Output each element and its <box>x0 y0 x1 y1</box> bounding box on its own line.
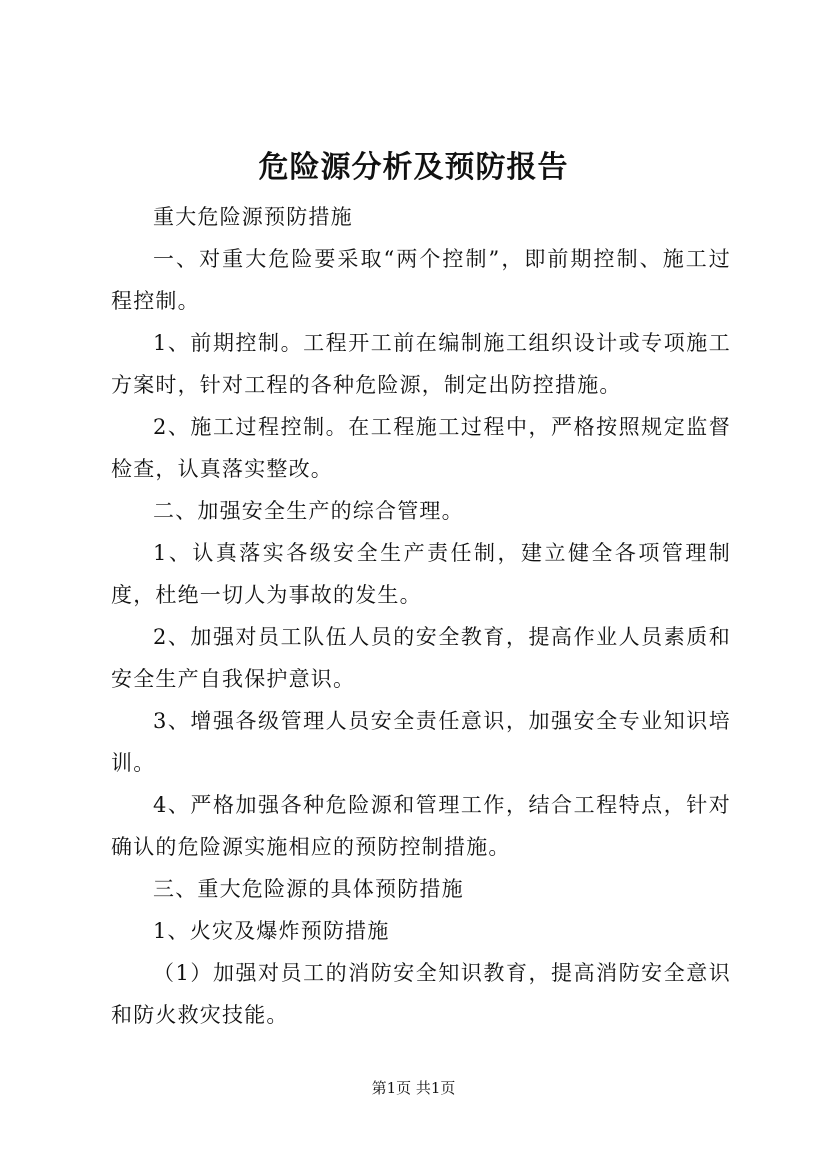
paragraph-item: 2、施工过程控制。在工程施工过程中，严格按照规定监督检查，认真落实整改。 <box>111 415 731 481</box>
paragraph-item: 1、火灾及爆炸预防措施 <box>153 919 390 943</box>
paragraph-section-2: 二、加强安全生产的综合管理。 <box>153 499 464 523</box>
paragraph-item: 3、增强各级管理人员安全责任意识，加强安全专业知识培训。 <box>111 709 731 775</box>
paragraph-item: 2、加强对员工队伍人员的安全教育，提高作业人员素质和安全生产自我保护意识。 <box>111 625 731 691</box>
page-footer: 第1页 共1页 <box>371 1079 456 1097</box>
paragraph-item: 1、前期控制。工程开工前在编制施工组织设计或专项施工方案时，针对工程的各种危险源，制定出防控措施。 <box>111 331 731 397</box>
paragraph-section-1: 一、对重大危险要采取“两个控制”，即前期控制、施工过程控制。 <box>111 247 731 313</box>
paragraph-item: 4、严格加强各种危险源和管理工作，结合工程特点，针对确认的危险源实施相应的预防控制措施。 <box>111 793 731 859</box>
document-title: 危险源分析及预防报告 <box>258 150 569 185</box>
paragraph-item: 1、认真落实各级安全生产责任制，建立健全各项管理制度，杜绝一切人为事故的发生。 <box>111 541 731 607</box>
paragraph-section-3: 三、重大危险源的具体预防措施 <box>153 877 464 901</box>
paragraph-heading: 重大危险源预防措施 <box>153 205 353 229</box>
paragraph-item: （1）加强对员工的消防安全知识教育，提高消防安全意识和防火救灾技能。 <box>111 961 731 1027</box>
document-body <box>111 196 731 1036</box>
